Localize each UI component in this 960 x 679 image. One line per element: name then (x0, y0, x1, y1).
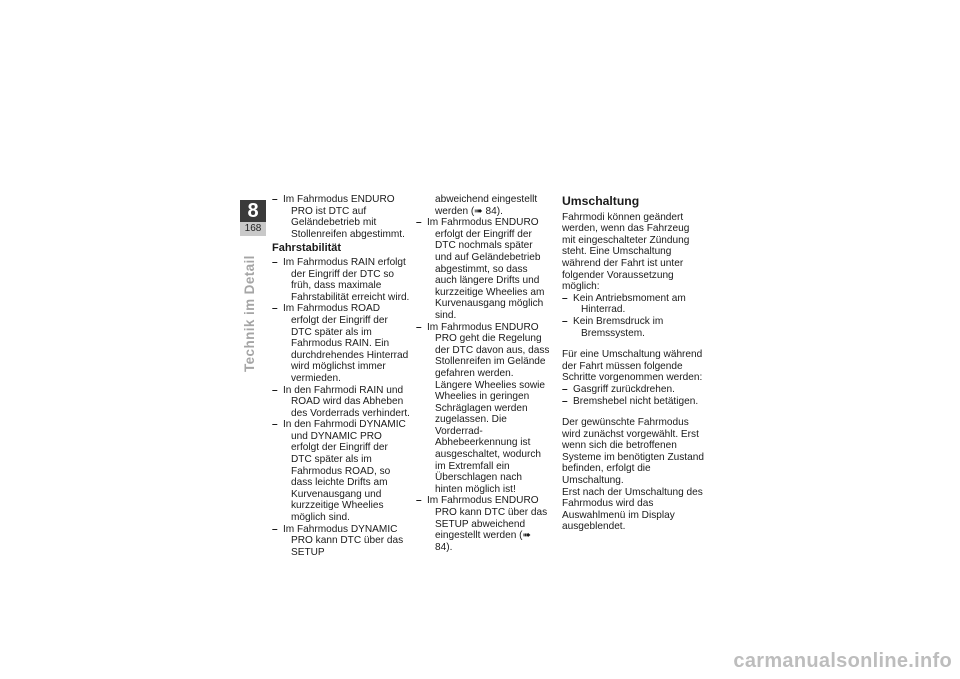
chapter-number-badge: 8 (240, 200, 266, 222)
list-item (562, 293, 704, 316)
paragraph-closing: Der gewünschte Fahrmodus wird zunächst vorgewählt. Erst wenn sich die betroffenen Systeme im benötigten Zustand befinden, erfolgt die Umschaltung. (562, 417, 704, 487)
list-item (272, 257, 410, 303)
paragraph-intro: Fahrmodi können geändert werden, wenn das Fahrzeug mit eingeschalteter Zündung steht. Eine Umschaltung während der Fahrt ist unter folgender Voraussetzung möglich: (562, 211, 690, 293)
list-item (416, 495, 550, 553)
list-item (272, 385, 410, 420)
list-item-text: – Im Fahrmodus ENDURO PRO kann DTC über das SETUP abweichend eingestellt werden (➠ 84). (427, 495, 548, 553)
text-column-2 (416, 194, 550, 553)
list-item (416, 322, 550, 496)
watermark-text: carmanualsonline.info (733, 650, 952, 672)
list-item (272, 419, 410, 523)
section-heading-fahrstabilitaet: Fahrstabilität (272, 242, 342, 255)
section-side-label: Technik im Detail (242, 255, 257, 372)
list-item-text: – Im Fahrmodus RAIN erfolgt der Eingriff der DTC so früh, dass maximale Fahrstabilität erreicht wird. (283, 256, 410, 303)
list-item (562, 384, 704, 396)
list-item-text: – Im Fahrmodus DYNAMIC PRO kann DTC über das SETUP (283, 523, 404, 558)
list-item-text: – Im Fahrmodus ENDURO PRO ist DTC auf Geländebetrieb mit Stollenreifen abgestimmt. (283, 194, 405, 240)
text-column-1 (272, 194, 410, 558)
page-number: 168 (240, 222, 266, 236)
list-item (272, 303, 410, 384)
list-item-text: – Kein Antriebsmoment am Hinterrad. (573, 292, 686, 316)
list-item-continuation (416, 194, 550, 217)
list-item-text: – Im Fahrmodus ENDURO erfolgt der Eingriff der DTC nochmals später und auf Geländebetrieb abgestimmt, so dass auch längere Drifts und kurzzeitige Wheelies am Kurvenausgang möglich sind. (427, 217, 545, 321)
spacer (562, 407, 704, 417)
list-item-text: – Im Fahrmodus ENDURO PRO geht die Regelung der DTC davon aus, dass Stollenreifen im Gelände gefahren werden. Längere Wheelies sowie Wheelies in geringen Schräglagen werden zugelassen. Die Vorderrad-Abhebeerkennung ist ausgeschaltet, wodurch im Extremfall ein Überschlagen nach hinten möglich ist! (427, 321, 550, 495)
paragraph-steps-intro: Für eine Umschaltung während der Fahrt müssen folgende Schritte vorgenommen werden: (562, 349, 703, 384)
spacer (562, 339, 704, 349)
list-item-text: abweichend eingestellt werden (➠ 84). (435, 194, 538, 217)
list-item-text: – Kein Bremsdruck im Bremssystem. (573, 315, 664, 339)
list-item (416, 217, 550, 321)
text-column-3 (562, 196, 704, 533)
list-item-text: – Bremshebel nicht betätigen. (573, 395, 699, 407)
list-item (272, 194, 410, 240)
list-item (562, 316, 704, 339)
paragraph-closing-2: Erst nach der Umschaltung des Fahrmodus wird das Auswahlmenü im Display ausgeblendet. (562, 486, 703, 533)
list-item (272, 524, 410, 559)
list-item-text: – Im Fahrmodus ROAD erfolgt der Eingriff der DTC später als im Fahrmodus RAIN. Ein durchdrehendes Hinterrad wird möglichst immer vermieden. (283, 303, 409, 384)
list-item-text: – Gasgriff zurückdrehen. (573, 383, 675, 395)
list-item-text: – In den Fahrmodi RAIN und ROAD wird das Abheben des Vorderrads verhindert. (283, 384, 410, 419)
section-heading-umschaltung: Umschaltung (562, 194, 640, 208)
list-item (562, 396, 704, 408)
list-item-text: – In den Fahrmodi DYNAMIC und DYNAMIC PRO erfolgt der Eingriff der DTC später als im Fahrmodus ROAD, so dass leichte Drifts am Kurvenausgang und kurzzeitige Wheelies möglich sind. (283, 419, 406, 524)
